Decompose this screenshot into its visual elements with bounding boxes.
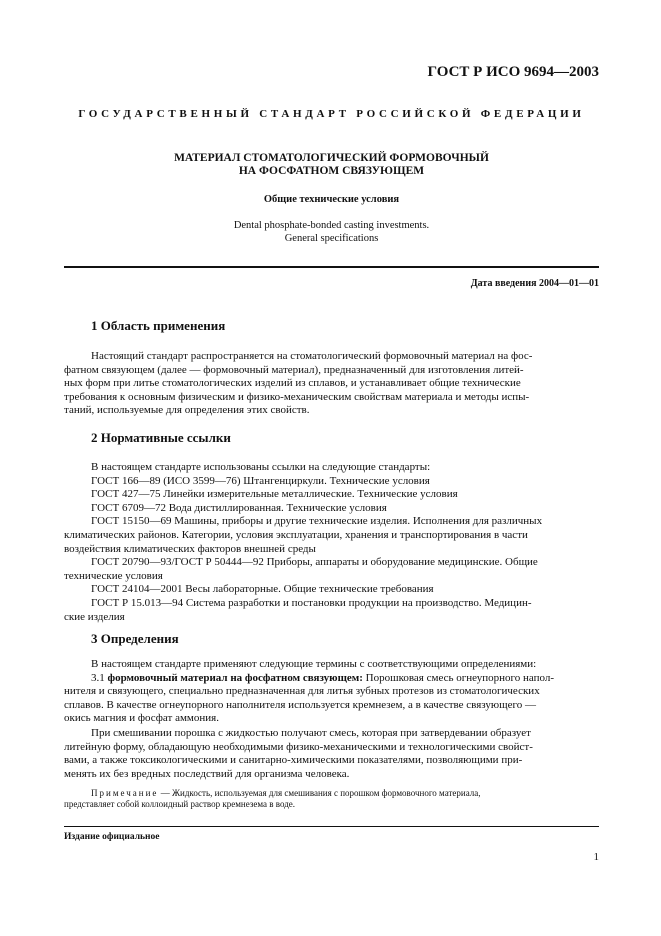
section-3-paragraph-2	[64, 727, 599, 781]
document-code: ГОСТ Р ИСО 9694—2003	[427, 64, 599, 80]
title-divider	[64, 266, 599, 268]
term-number: 3.1	[91, 671, 105, 684]
footer-divider	[64, 826, 599, 827]
section-1-line: таний, используемые для определения этих свойств.	[64, 404, 310, 417]
edition-label: Издание официальное	[64, 832, 160, 842]
english-title-line-2: General specifications	[284, 233, 379, 244]
section-2-intro: В настоящем стандарте использованы ссылки на следующие стандарты:	[91, 461, 431, 473]
note-line-1	[64, 788, 599, 799]
reference-item: воздействия климатических факторов внешней среды	[64, 542, 316, 555]
state-standard-heading: ГОСУДАРСТВЕННЫЙ СТАНДАРТ РОССИЙСКОЙ ФЕДЕРАЦИИ	[78, 108, 585, 120]
reference-item: ГОСТ 15150—69 Машины, приборы и другие технические изделия. Исполнения для различных	[91, 515, 543, 528]
section-3-title: 3 Определения	[91, 631, 179, 646]
section-3-intro: В настоящем стандарте применяют следующие термины с соответствующими определениями:	[91, 658, 537, 670]
note	[64, 788, 599, 810]
section-2-body	[64, 461, 599, 624]
note-line-2: представляет собой коллоидный раствор кремнезема в воде.	[64, 799, 296, 809]
english-title	[64, 219, 599, 245]
introduction-date: Дата введения 2004—01—01	[470, 278, 599, 289]
section-1-body	[64, 350, 599, 418]
term-definition-line: сплавов. В качестве огнеупорного наполнителя используется кремнезем, а в качестве связующего —	[64, 698, 536, 711]
reference-item: ГОСТ 166—89 (ИСО 3599—76) Штангенциркули. Технические условия	[91, 474, 430, 487]
section-3-body	[64, 658, 599, 726]
term-definition-line: окись магния и фосфат аммония.	[64, 712, 219, 725]
page-number: 1	[593, 851, 599, 863]
section-2-title: 2 Нормативные ссылки	[91, 430, 231, 445]
term-definition-start: Порошковая смесь огнеупорного напол-	[362, 671, 555, 684]
reference-item: ГОСТ 24104—2001 Весы лабораторные. Общие технические требования	[91, 583, 434, 596]
paragraph-line: литейную форму, обладающую необходимыми физико-механическими и технологическими свойст-	[64, 740, 533, 753]
reference-item: ГОСТ 6709—72 Вода дистиллированная. Технические условия	[91, 501, 387, 514]
title-line-2: НА ФОСФАТНОМ СВЯЗУЮЩЕМ	[238, 165, 425, 177]
reference-item: климатических районов. Категории, условия эксплуатации, хранения и транспортирования в части	[64, 528, 528, 541]
reference-item: ГОСТ 20790—93/ГОСТ Р 50444—92 Приборы, аппараты и оборудование медицинские. Общие	[91, 556, 538, 569]
term-definition-line: нителя и связующего, специально предназначенная для литья зубных протезов из стоматологических	[64, 685, 540, 698]
reference-item: ГОСТ 427—75 Линейки измерительные металлические. Технические условия	[91, 488, 458, 501]
section-1-title: 1 Область применения	[91, 318, 226, 333]
document-subtitle: Общие технические условия	[263, 194, 400, 205]
section-1-line: Настоящий стандарт распространяется на стоматологический формовочный материал на фос-	[91, 350, 533, 362]
note-label: Примечание	[91, 788, 159, 798]
document-page	[64, 0, 599, 936]
note-text: — Жидкость, используемая для смешивания с порошком формовочного материала,	[158, 788, 481, 798]
term-definition-first-line	[64, 672, 599, 686]
reference-item: технические условия	[64, 569, 163, 582]
reference-item: ские изделия	[64, 610, 125, 623]
section-1-line: фатном связующем (далее — формовочный материал), предназначенный для изготовления литей-	[64, 363, 524, 376]
term-name: формовочный материал на фосфатном связующем:	[107, 671, 363, 684]
section-1-line: требования к основным физическим и физико-механическим свойствам материала и методы испы-	[64, 390, 530, 403]
paragraph-line: При смешивании порошка с жидкостью получают смесь, которая при затвердевании образует	[91, 727, 531, 739]
paragraph-line: вами, а также токсикологическими и санитарно-химическими показателями, позволяющими при-	[64, 754, 523, 767]
reference-item: ГОСТ Р 15.013—94 Система разработки и постановки продукции на производство. Медицин-	[91, 596, 532, 609]
title-line-1: МАТЕРИАЛ СТОМАТОЛОГИЧЕСКИЙ ФОРМОВОЧНЫЙ	[174, 152, 489, 164]
english-title-line-1: Dental phosphate-bonded casting investments.	[233, 220, 430, 231]
section-1-line: ных форм при литье стоматологических изделий из сплавов, и устанавливает общие технические	[64, 377, 521, 390]
paragraph-line: менять их без вредных последствий для организма человека.	[64, 767, 350, 780]
document-title	[64, 152, 599, 178]
